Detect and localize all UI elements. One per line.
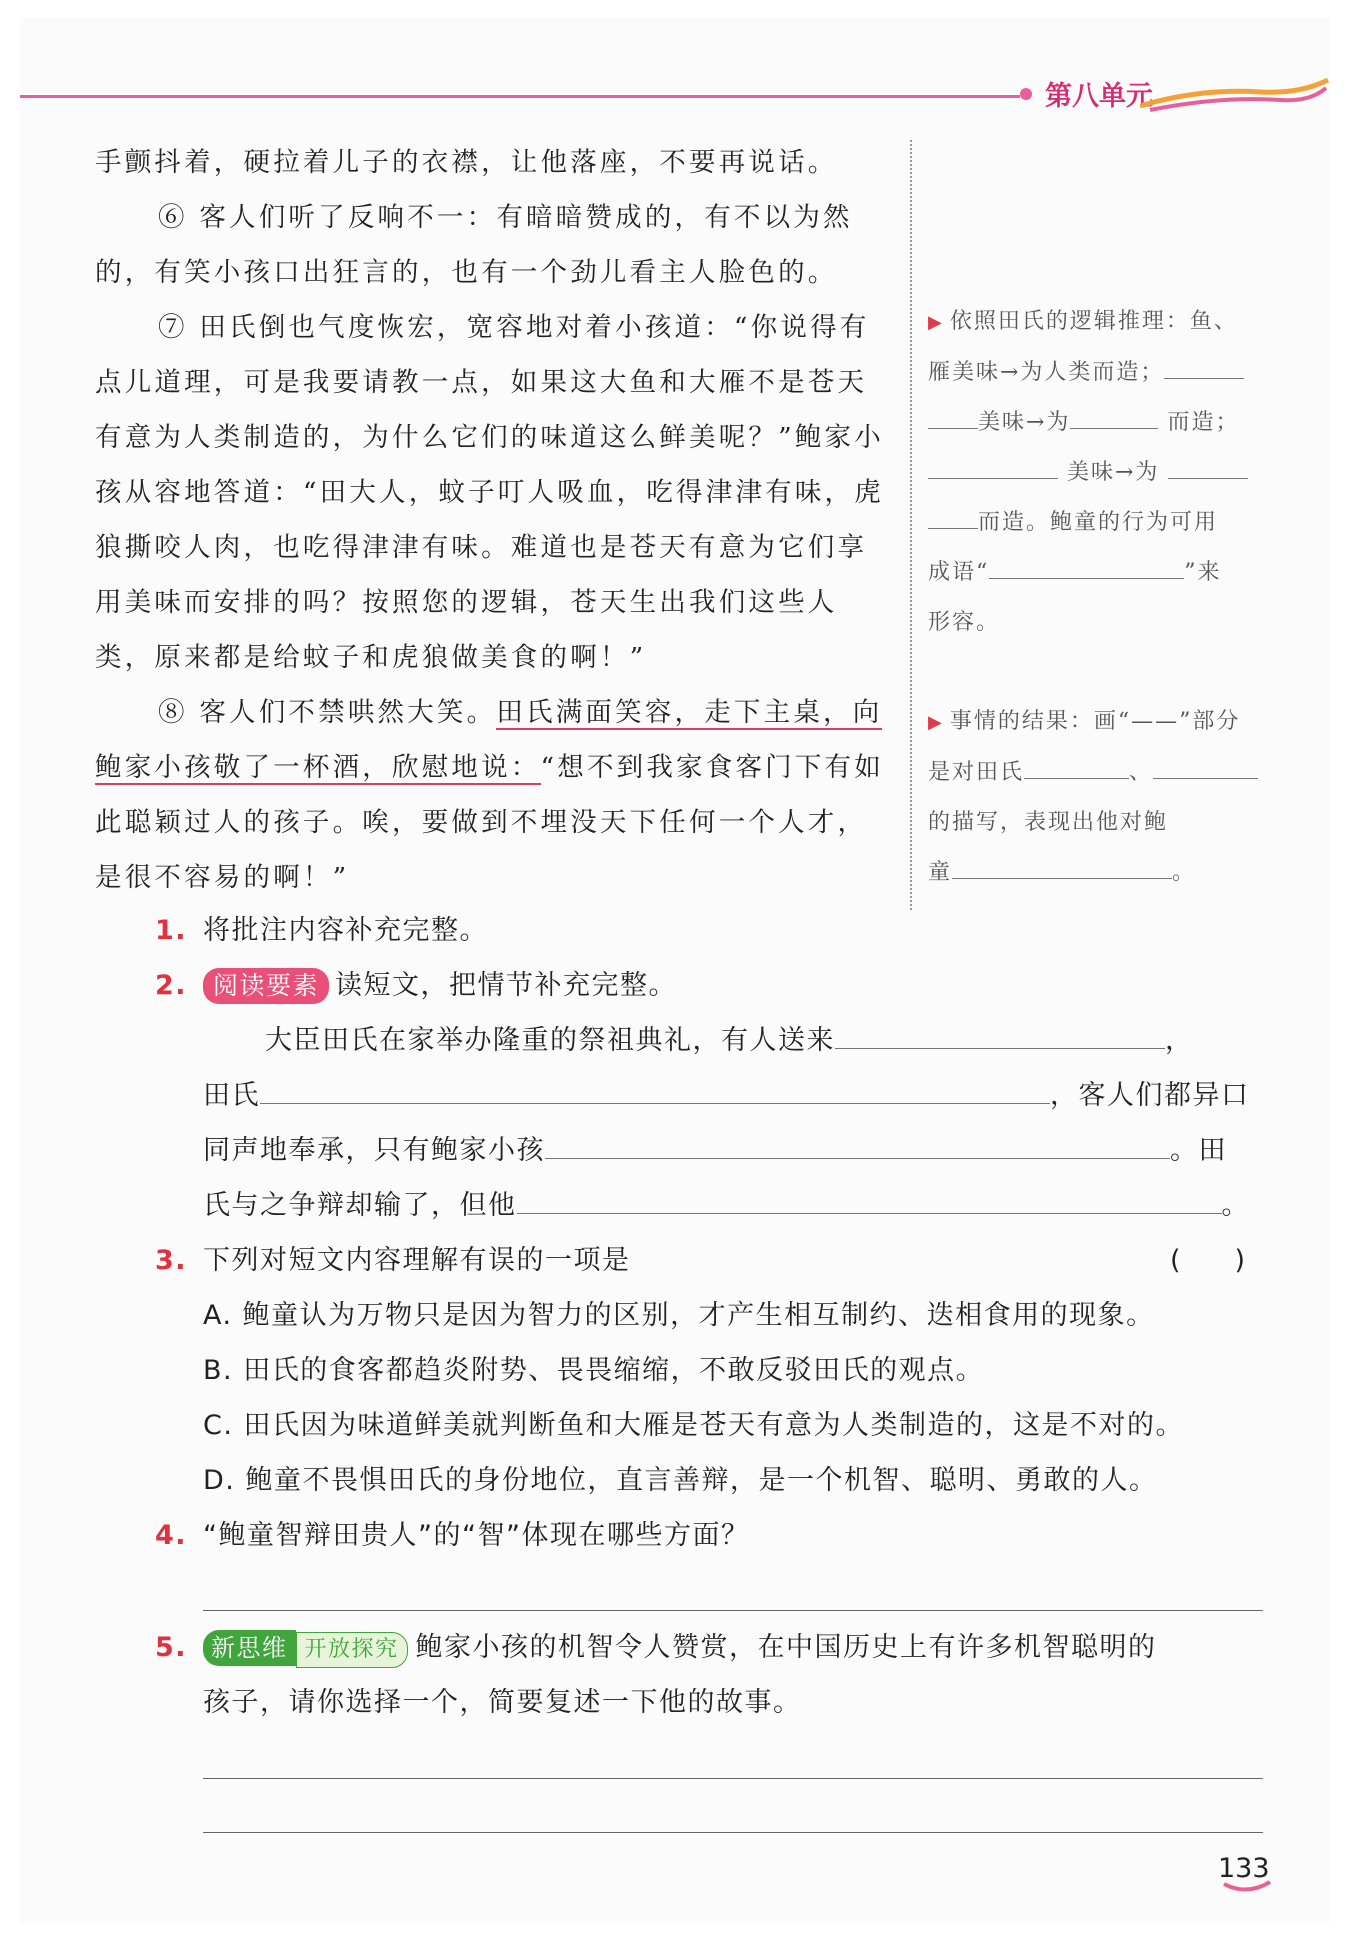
annotation-text: 成语“	[928, 560, 990, 585]
annotation-text: 雁美味→为人类而造；	[928, 360, 1165, 385]
fill-blank[interactable]	[1164, 356, 1244, 379]
passage-line-continued: 手颤抖着，硬拉着儿子的衣襟，让他落座，不要再说话。	[95, 147, 838, 178]
annotation-text: 、	[1129, 760, 1154, 785]
plot-text: 同声地奉承，只有鲍家小孩	[203, 1135, 545, 1166]
fill-blank[interactable]	[1070, 406, 1158, 429]
fill-blank[interactable]	[928, 456, 1058, 479]
question-number: 4.	[155, 1520, 188, 1551]
question-5-continued: 孩子，请你选择一个，简要复述一下他的故事。	[203, 1687, 802, 1718]
question-number: 5.	[155, 1632, 188, 1663]
triangle-marker-icon: ▶	[928, 712, 944, 733]
fill-blank[interactable]	[989, 556, 1184, 579]
annotation-text: 童	[928, 860, 953, 885]
plot-line-4	[203, 1178, 1250, 1233]
option-a[interactable]: A. 鲍童认为万物只是因为智力的区别，才产生相互制约、迭相食用的现象。	[203, 1300, 1155, 1331]
fill-blank[interactable]	[928, 506, 978, 529]
question-text: 将批注内容补充完整。	[203, 915, 488, 946]
plot-line-2	[203, 1068, 1250, 1123]
underlined-passage: 田氏满面笑容，走下主桌，向鲍家小孩敬了一杯酒，欣慰地说：	[95, 697, 883, 783]
annotation-text: 依照田氏的逻辑推理：鱼、	[949, 309, 1238, 334]
question-3	[155, 1233, 631, 1288]
fill-blank[interactable]	[1153, 756, 1258, 779]
question-text: “鲍童智辩田贵人”的“智”体现在哪些方面？	[203, 1520, 750, 1551]
reading-passage	[95, 135, 895, 905]
plot-line-1	[265, 1013, 1194, 1068]
answer-line[interactable]	[203, 1778, 1263, 1779]
fill-blank[interactable]	[545, 1130, 1170, 1159]
option-d[interactable]: D. 鲍童不畏惧田氏的身份地位，直言善辩，是一个机智、聪明、勇敢的人。	[203, 1465, 1158, 1496]
paragraph-8	[95, 685, 895, 905]
annotation-text: ”来	[1184, 560, 1222, 585]
page-number: 133	[1218, 1853, 1270, 1884]
question-text: 读短文，把情节补充完整。	[335, 970, 678, 1001]
paragraph-6: ⑥ 客人们听了反响不一：有暗暗赞成的，有不以为然的，有笑小孩口出狂言的，也有一个劲儿看主人脸色的。	[95, 202, 853, 288]
option-b[interactable]: B. 田氏的食客都趋炎附势、畏畏缩缩，不敢反驳田氏的观点。	[203, 1355, 985, 1386]
annotation-text: 美味→为	[978, 410, 1071, 435]
margin-divider	[910, 140, 912, 910]
question-text: 鲍家小孩的机智令人赞赏，在中国历史上有许多机智聪明的	[415, 1632, 1157, 1663]
annotation-text: 是对田氏	[928, 760, 1025, 785]
page-number-swoosh	[1222, 1880, 1272, 1896]
question-number: 3.	[155, 1245, 188, 1276]
plot-text: 氏与之争辩却输了，但他	[203, 1190, 517, 1221]
plot-text: 。田	[1170, 1135, 1227, 1166]
question-1	[155, 903, 488, 958]
fill-blank[interactable]	[928, 406, 978, 429]
unit-title: 第八单元	[1045, 81, 1153, 112]
open-exploration-tag: 开放探究	[296, 1632, 408, 1668]
answer-parentheses[interactable]: ( )	[1170, 1245, 1246, 1276]
fill-blank[interactable]	[260, 1075, 1050, 1104]
question-2	[155, 958, 677, 1013]
paragraph-8-end: “想不到我家食客门下有如此聪颖过人的孩子。唉，要做到不埋没天下任何一个人才，是很不容易的啊！”	[95, 752, 884, 893]
question-text: 下列对短文内容理解有误的一项是	[203, 1245, 631, 1276]
question-number: 2.	[155, 970, 188, 1001]
annotation-result	[928, 697, 1268, 898]
fill-blank[interactable]	[517, 1185, 1222, 1214]
fill-blank[interactable]	[952, 856, 1172, 879]
plot-text: ，客人们都异口	[1050, 1080, 1250, 1111]
plot-line-3	[203, 1123, 1227, 1178]
plot-text: ，	[1165, 1025, 1194, 1056]
plot-text: 田氏	[203, 1080, 260, 1111]
question-5	[155, 1620, 1157, 1675]
annotation-logic	[928, 297, 1268, 648]
annotation-text: 的描写，表现出他对鲍	[928, 810, 1169, 835]
plot-text: 大臣田氏在家举办隆重的祭祖典礼，有人送来	[265, 1025, 835, 1056]
paragraph-7: ⑦ 田氏倒也气度恢宏，宽容地对着小孩道：“你说得有点儿道理，可是我要请教一点，如果这大鱼和大雁不是苍天有意为人类制造的，为什么它们的味道这么鲜美呢？”鲍家小孩从容地答道：“田大人，蚊子叮人吸血，吃得津津有味，虎狼撕咬人肉，也吃得津津有味。难道也是苍天有意为它们享用美味而安排的吗？按照您的逻辑，苍天生出我们这些人类，原来都是给蚊子和虎狼做美食的啊！”	[95, 312, 884, 673]
fill-blank[interactable]	[1168, 456, 1248, 479]
header-dot	[1020, 88, 1032, 100]
triangle-marker-icon: ▶	[928, 312, 944, 333]
annotation-text: 形容。	[928, 610, 1001, 635]
question-4	[155, 1508, 749, 1563]
annotation-text: 而造；	[1167, 410, 1240, 435]
plot-text: 。	[1221, 1190, 1250, 1221]
header-rule	[20, 95, 1020, 98]
fill-blank[interactable]	[1024, 756, 1129, 779]
paragraph-8-start: ⑧ 客人们不禁哄然大笑。	[158, 697, 497, 728]
answer-line[interactable]	[203, 1832, 1263, 1833]
reading-element-tag: 阅读要素	[203, 968, 329, 1004]
answer-line[interactable]	[203, 1610, 1263, 1611]
question-number: 1.	[155, 915, 188, 946]
annotation-text: 。	[1172, 860, 1197, 885]
option-c[interactable]: C. 田氏因为味道鲜美就判断鱼和大雁是苍天有意为人类制造的，这是不对的。	[203, 1410, 1185, 1441]
fill-blank[interactable]	[835, 1020, 1165, 1049]
new-thinking-tag: 新思维	[203, 1630, 296, 1666]
header-swoosh-decoration	[1140, 78, 1330, 114]
annotation-text: 美味→为	[1067, 460, 1160, 485]
annotation-text: 而造。鲍童的行为可用	[978, 510, 1219, 535]
annotation-text: 事情的结果：画“——”部分	[949, 709, 1241, 734]
